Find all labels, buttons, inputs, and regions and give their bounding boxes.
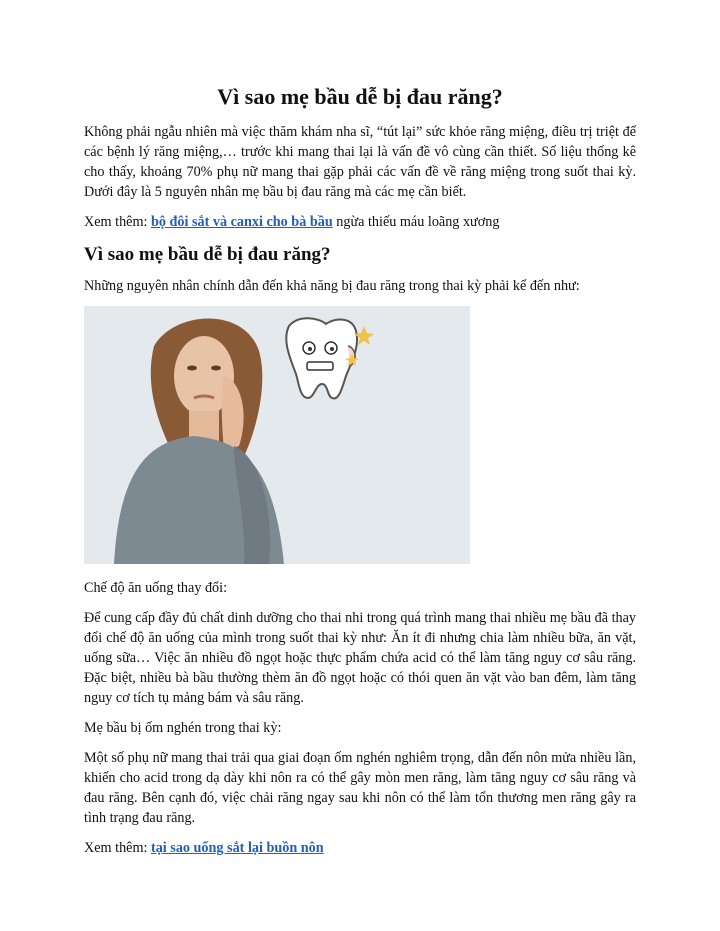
toothache-illustration (84, 306, 470, 564)
cause-1-title: Chế độ ăn uống thay đổi: (84, 580, 228, 596)
intro-paragraph: Không phải ngẫu nhiên mà việc thăm khám nha sĩ, “tút lại” sức khỏe răng miệng, điều trị triệt để các bệnh lý răng miệng,… trước khi mang thai lại là vấn đề vô cùng cần thiết. Số liệu thống kê cho thấy, khoảng 70% phụ nữ mang thai gặp phải các vấn đề về răng miệng trong suốt thai kỳ. Dưới đây là 5 nguyên nhân mẹ bầu bị đau răng mà các mẹ cần biết. (84, 124, 636, 200)
see-also-paragraph-2 (84, 838, 636, 858)
section-heading: Vì sao mẹ bầu dễ bị đau răng? (84, 244, 331, 265)
see-also-prefix-2: Xem thêm: (84, 840, 151, 856)
lead-paragraph: Những nguyên nhân chính dẫn đến khả năng bị đau răng trong thai kỳ phải kể đến như: (84, 278, 580, 294)
article-content (84, 82, 636, 868)
page-title: Vì sao mẹ bầu dễ bị đau răng? (217, 84, 503, 109)
iron-nausea-link[interactable]: tại sao uống sắt lại buồn nôn (150, 840, 324, 856)
iron-calcium-link[interactable]: bộ đôi sắt và canxi cho bà bầu (150, 214, 333, 230)
see-also-suffix: ngừa thiếu máu loãng xương (332, 214, 500, 230)
cause-2-text: Một số phụ nữ mang thai trải qua giai đoạn ốm nghén nghiêm trọng, dẫn đến nôn mửa nhiều lần, khiến cho acid trong dạ dày khi nôn ra có thể gây mòn men răng, làm tăng nguy cơ sâu răng và đau răng. Bên cạnh đó, việc chải răng ngay sau khi nôn có thể làm tổn thương men răng gây ra tình trạng đau răng. (84, 750, 636, 826)
see-also-prefix: Xem thêm: (84, 214, 151, 230)
see-also-paragraph-1 (84, 212, 636, 232)
toothache-photo (84, 306, 470, 564)
cause-2-title: Mẹ bầu bị ốm nghén trong thai kỳ: (84, 720, 282, 736)
cause-1-text: Để cung cấp đầy đủ chất dinh dưỡng cho thai nhi trong quá trình mang thai nhiều mẹ bầu đã thay đổi chế độ ăn uống của mình trong suốt thai kỳ như: Ăn ít đi nhưng chia làm nhiều bữa, ăn vặt, uống sữa… Việc ăn nhiều đồ ngọt hoặc thực phẩm chứa acid có thể làm tăng nguy cơ sâu răng. Đặc biệt, nhiều bà bầu thường thèm ăn đồ ngọt hoặc có thói quen ăn vặt vào ban đêm, làm tăng nguy cơ tích tụ mảng bám và sâu răng. (84, 610, 636, 706)
